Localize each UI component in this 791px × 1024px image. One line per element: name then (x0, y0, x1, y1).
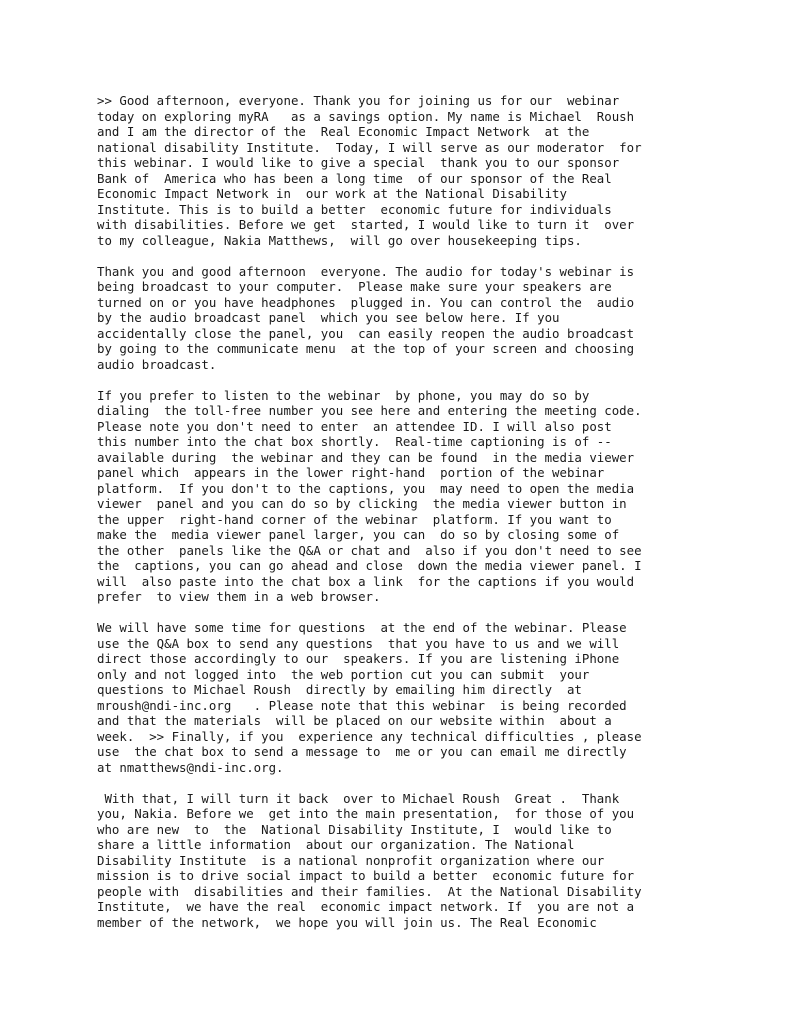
paragraph-welcome: >> Good afternoon, everyone. Thank you for joining us for our webinar today on exploring myRA as a savings option. My name is Michael Roush and I am the director of the Real Economic Impact Network at the national disability Institute. Today, I will serve as our moderator for this webinar. I would like to give a special thank you to our sponsor Bank of America who has been a long time of our sponsor of the Real Economic Impact Network in our work at the National Disability Institute. This is to build a better economic future for individuals with disabilities. Before we get started, I would like to turn it over to my colleague, Nakia Matthews, will go over housekeeping tips. (97, 93, 642, 248)
paragraph-phone-and-captions: If you prefer to listen to the webinar by phone, you may do so by dialing the toll-free number you see here and entering the meeting code. Please note you don't need to enter an attendee ID. I will also post this number into the chat box shortly. Real-time captioning is of -- available during the webinar and they can be found in the media viewer panel which appears in the lower right-hand portion of the webinar platform. If you don't to the captions, you may need to open the media viewer panel and you can do so by clicking the media viewer button in the upper right-hand corner of the webinar platform. If you want to make the media viewer panel larger, you can do so by closing some of the other panels like the Q&A or chat and also if you don't need to see the captions, you can go ahead and close down the media viewer panel. I will also paste into the chat box a link for the captions if you would prefer to view them in a web browser. (97, 387, 642, 604)
paragraph-audio-instructions: Thank you and good afternoon everyone. The audio for today's webinar is being broadcast to your computer. Please make sure your speakers are turned on or you have headphones plugged in. You can control the audio by the audio broadcast panel which you see below here. If you accidentally close the panel, you can easily reopen the audio broadcast by going to the communicate menu at the top of your screen and choosing audio broadcast. (97, 263, 635, 372)
paragraph-questions: We will have some time for questions at the end of the webinar. Please use the Q&A box to send any questions that you have to us and we will direct those accordingly to our speakers. If you are listening iPhone only and not logged into the web portion cut you can submit your questions to Michael Roush directly by emailing him directly at mroush@ndi-inc.org . Please note that this webinar is being recorded and that the materials will be placed on our website within about a week. >> Finally, if you experience any technical difficulties , please use the chat box to send a message to me or you can email me directly at nmatthews@ndi-inc.org. (97, 620, 642, 775)
transcript-body (97, 93, 737, 946)
paragraph-organization-intro: With that, I will turn it back over to Michael Roush Great . Thank you, Nakia. Before we get into the main presentation, for those of you who are new to the National Disability Institute, I would like to share a little information about our organization. The National Disability Institute is a national nonprofit organization where our mission is to drive social impact to build a better economic future for people with disabilities and their families. At the National Disability Institute, we have the real economic impact network. If you are not a member of the network, we hope you will join us. The Real Economic (97, 790, 642, 930)
